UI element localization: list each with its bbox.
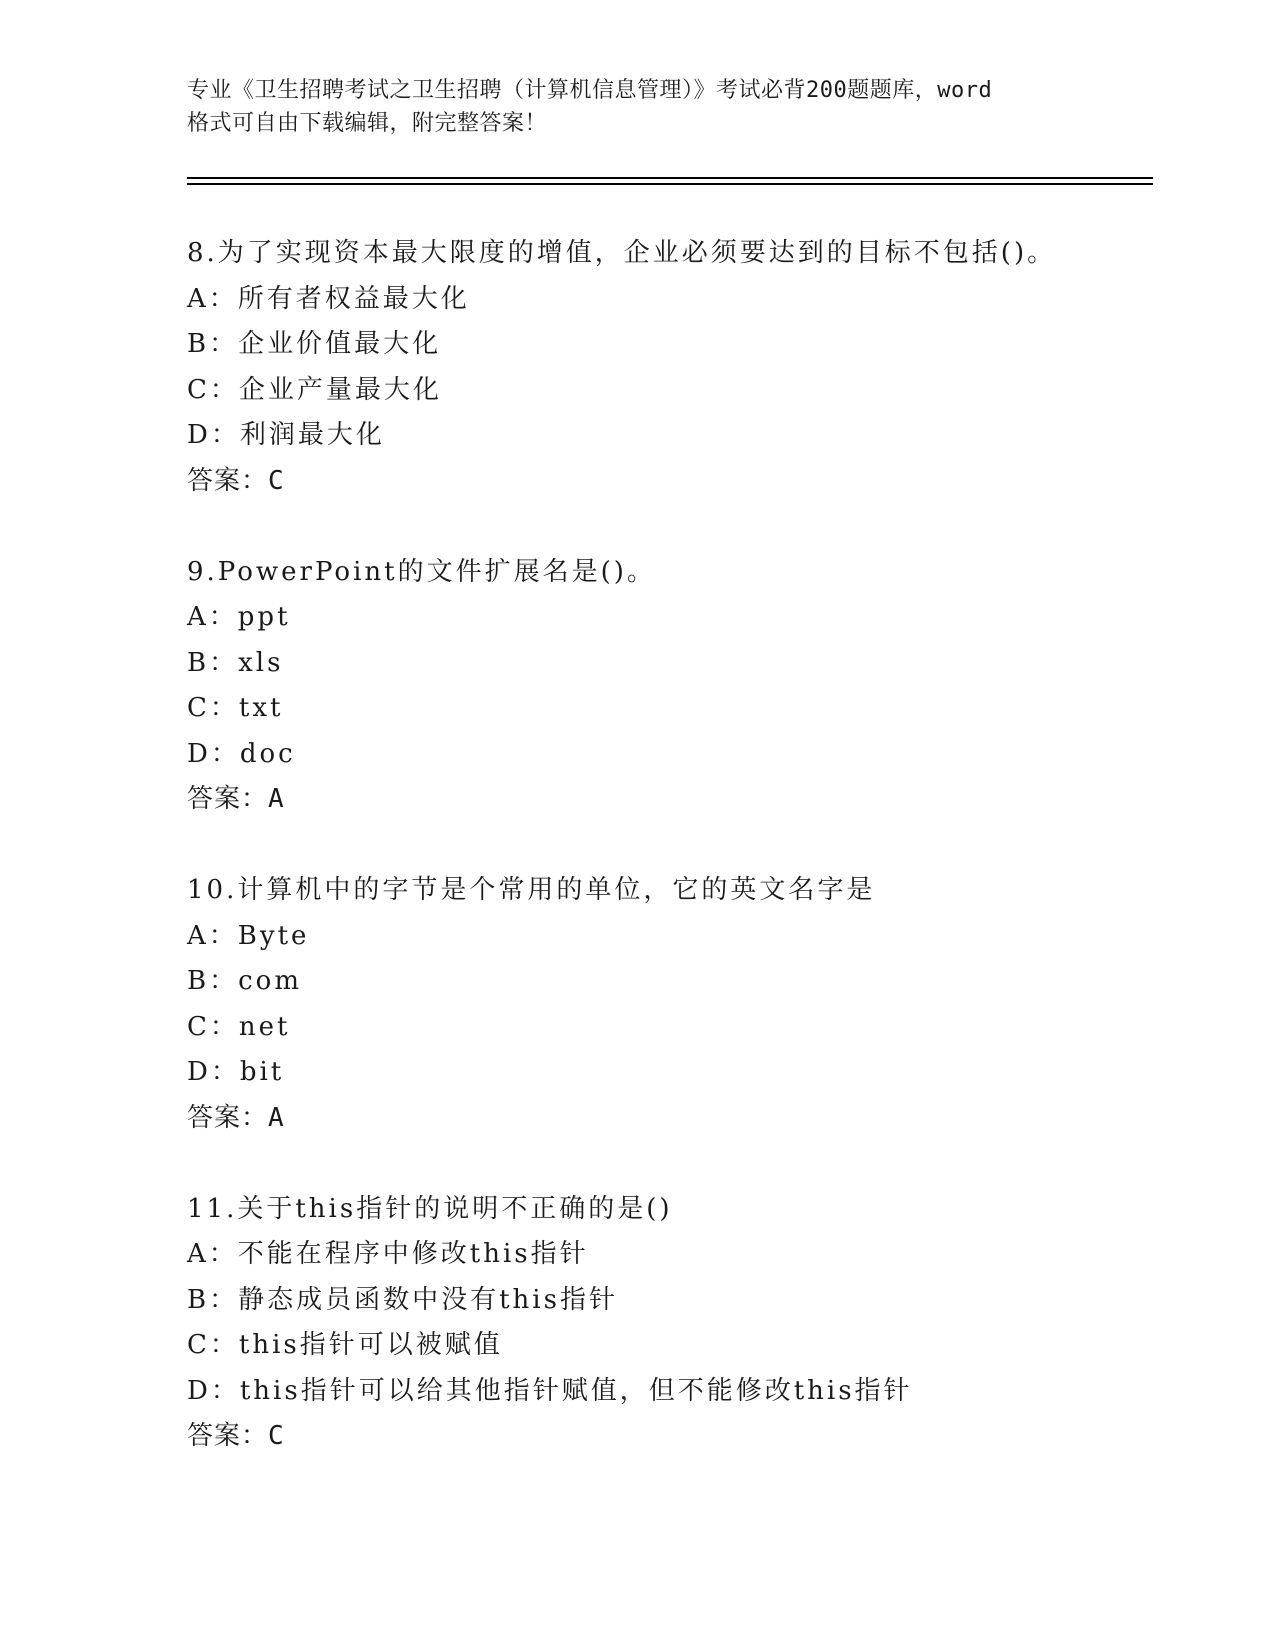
answer-label: 答案：A bbox=[187, 784, 285, 814]
question-10 bbox=[187, 868, 1187, 1187]
header-divider-bottom bbox=[187, 183, 1153, 185]
header-divider-top bbox=[187, 177, 1153, 179]
question-stem: 8.为了实现资本最大限度的增值，企业必须要达到的目标不包括()。 bbox=[187, 238, 1057, 268]
option-d: D：bit bbox=[187, 1057, 285, 1087]
header-title-line-1: 专业《卫生招聘考试之卫生招聘（计算机信息管理）》考试必背200题题库，word bbox=[187, 78, 993, 103]
option-a: A：Byte bbox=[187, 920, 310, 951]
header-title-line-2: 格式可自由下载编辑，附完整答案！ bbox=[187, 111, 548, 136]
option-b: B：com bbox=[187, 966, 302, 996]
question-stem: 11.关于this指针的说明不正确的是() bbox=[187, 1193, 673, 1224]
question-11 bbox=[187, 1187, 1187, 1460]
question-stem: 10.计算机中的字节是个常用的单位，它的英文名字是 bbox=[187, 875, 876, 905]
option-c: C：企业产量最大化 bbox=[187, 374, 442, 405]
question-9 bbox=[187, 550, 1187, 869]
option-c: C：txt bbox=[187, 693, 284, 723]
answer-label: 答案：A bbox=[187, 1102, 285, 1133]
answer-label: 答案：C bbox=[187, 465, 285, 496]
option-b: B：企业价值最大化 bbox=[187, 329, 442, 359]
document-header bbox=[187, 74, 1087, 140]
option-b: B：静态成员函数中没有this指针 bbox=[187, 1284, 618, 1315]
question-stem: 9.PowerPoint的文件扩展名是()。 bbox=[187, 556, 656, 587]
option-d: D：doc bbox=[187, 738, 296, 769]
option-d: D：利润最大化 bbox=[187, 420, 385, 450]
question-spacer bbox=[187, 823, 1187, 869]
option-b: B：xls bbox=[187, 647, 284, 678]
option-d: D：this指针可以给其他指针赋值，但不能修改this指针 bbox=[187, 1375, 913, 1406]
question-list bbox=[187, 231, 1187, 1460]
option-a: A：所有者权益最大化 bbox=[187, 283, 470, 314]
option-c: C：net bbox=[187, 1011, 291, 1042]
answer-label: 答案：C bbox=[187, 1421, 285, 1451]
option-c: C：this指针可以被赋值 bbox=[187, 1330, 503, 1360]
question-spacer bbox=[187, 1141, 1187, 1187]
question-8 bbox=[187, 231, 1187, 550]
question-spacer bbox=[187, 504, 1187, 550]
option-a: A：ppt bbox=[187, 602, 291, 632]
option-a: A：不能在程序中修改this指针 bbox=[187, 1239, 589, 1269]
